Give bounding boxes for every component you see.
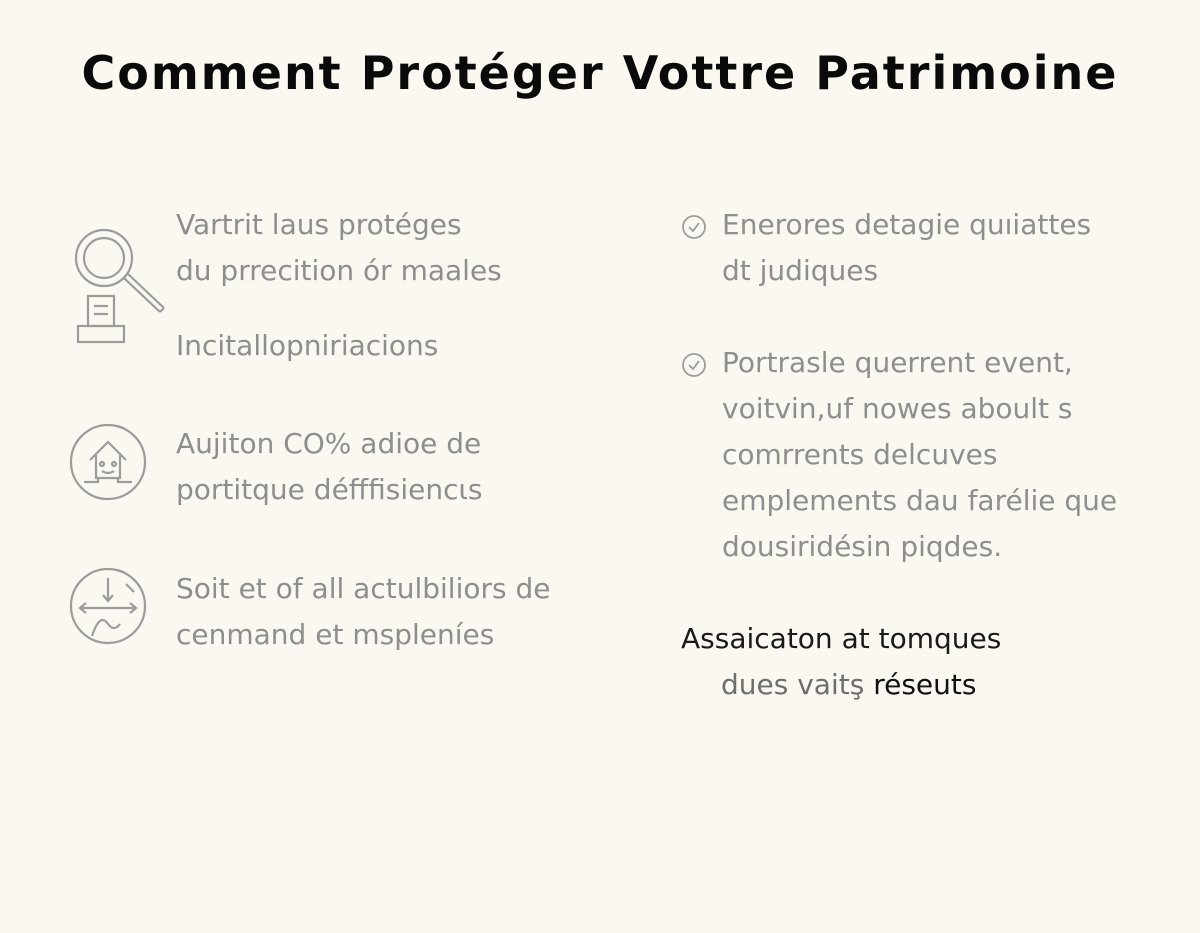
page-title: Comment Protéger Vottre Patrimoine xyxy=(81,46,1119,100)
check-circle-icon xyxy=(681,214,707,240)
left-item-3-line-1: Aujiton CO% adioe de xyxy=(176,427,482,460)
compass-arrows-icon xyxy=(68,566,148,646)
left-item-4-line-1: Soit et of all actulbiliors de xyxy=(176,572,551,605)
magnifier-document-icon xyxy=(70,222,166,348)
left-item-4-line-2: cenmand et mspleníes xyxy=(176,618,495,651)
closing-line-2 xyxy=(681,662,1001,708)
left-item-4 xyxy=(176,566,550,658)
left-item-1 xyxy=(176,202,502,294)
left-item-2 xyxy=(176,323,438,369)
closing-line-1: Assaicaton at tomques xyxy=(681,622,1002,655)
right-item-2 xyxy=(722,340,1117,570)
right-item-2-line-2: voitvin,uf nowes aboult s xyxy=(722,392,1073,425)
left-item-3-line-2: portitque défffisiencιs xyxy=(176,473,483,506)
right-item-1 xyxy=(722,202,1091,294)
right-item-1-line-1: Enerores detagie quıiattes xyxy=(722,208,1092,241)
house-shield-icon xyxy=(68,422,148,502)
right-item-2-line-3: comrrents delcuves xyxy=(722,438,998,471)
closing-line-2-part-1: dues vaitş xyxy=(721,668,874,701)
left-item-3 xyxy=(176,421,483,513)
left-item-1-line-1: Vartrit laus protéges xyxy=(176,208,462,241)
right-item-2-line-1: Portrasle querrent event, xyxy=(722,346,1073,379)
right-item-2-line-5: dousiridésin piqdes. xyxy=(722,530,1003,563)
right-item-1-line-2: dt judiques xyxy=(722,254,879,287)
right-item-2-line-4: emplements dau farélie que xyxy=(722,484,1118,517)
closing-text xyxy=(681,616,1001,708)
left-item-1-line-2: du prrecition ór maales xyxy=(176,254,502,287)
closing-line-2-part-2: réseuts xyxy=(873,668,977,701)
check-circle-icon xyxy=(681,352,707,378)
left-item-2-line-1: Incitallopniriacions xyxy=(176,329,439,362)
